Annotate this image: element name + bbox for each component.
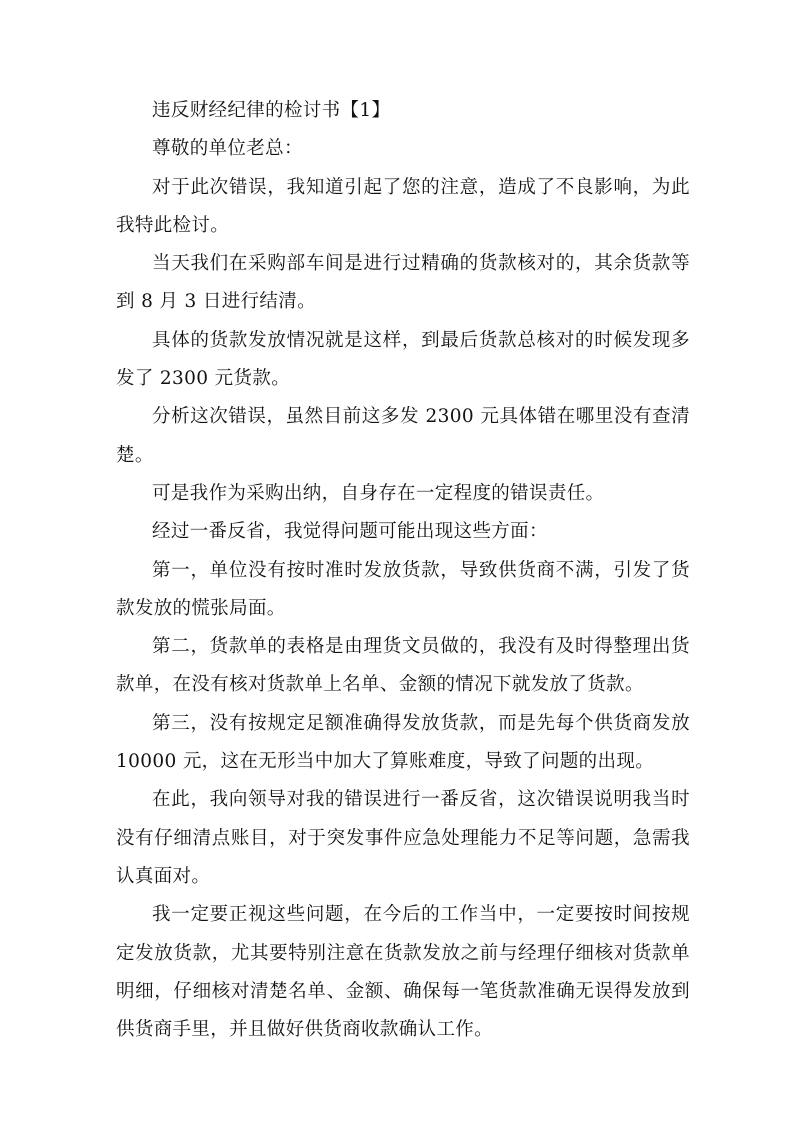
paragraph-10: 在此，我向领导对我的错误进行一番反省，这次错误说明我当时没有仔细清点账目，对于突发事件应急处理能力不足等问题，急需我认真面对。	[116, 789, 690, 887]
paragraph-1: 对于此次错误，我知道引起了您的注意，造成了不良影响，为此我特此检讨。	[116, 176, 690, 236]
paragraph-8: 第二，货款单的表格是由理货文员做的，我没有及时得整理出货款单，在没有核对货款单上名单、金额的情况下就发放了货款。	[116, 636, 690, 696]
paragraph-5: 可是我作为采购出纳，自身存在一定程度的错误责任。	[152, 482, 605, 504]
paragraph-4: 分析这次错误，虽然目前这多发 2300 元具体错在哪里没有查清楚。	[116, 406, 690, 466]
document-title: 违反财经纪律的检讨书【1】	[152, 100, 391, 121]
salutation: 尊敬的单位老总：	[152, 138, 303, 160]
paragraph-7: 第一，单位没有按时准时发放货款，导致供货商不满，引发了货款发放的慌张局面。	[116, 559, 690, 619]
paragraph-3: 具体的货款发放情况就是这样，到最后货款总核对的时候发现多发了 2300 元货款。	[116, 329, 690, 390]
paragraph-11: 我一定要正视这些问题，在今后的工作当中，一定要按时间按规定发放货款，尤其要特别注意在货款发放之前与经理仔细核对货款单明细，仔细核对清楚名单、金额、确保每一笔货款准确无误得发放到供货商手里，并且做好供货商收款确认工作。	[116, 904, 690, 1041]
paragraph-6: 经过一番反省，我觉得问题可能出现这些方面：	[152, 521, 548, 543]
paragraph-9: 第三，没有按规定足额准确得发放货款，而是先每个供货商发放 10000 元，这在无形当中加大了算账难度，导致了问题的出现。	[116, 712, 690, 773]
paragraph-2: 当天我们在采购部车间是进行过精确的货款核对的，其余货款等到 8 月 3 日进行结清。	[116, 253, 690, 313]
document-body	[116, 92, 690, 1049]
